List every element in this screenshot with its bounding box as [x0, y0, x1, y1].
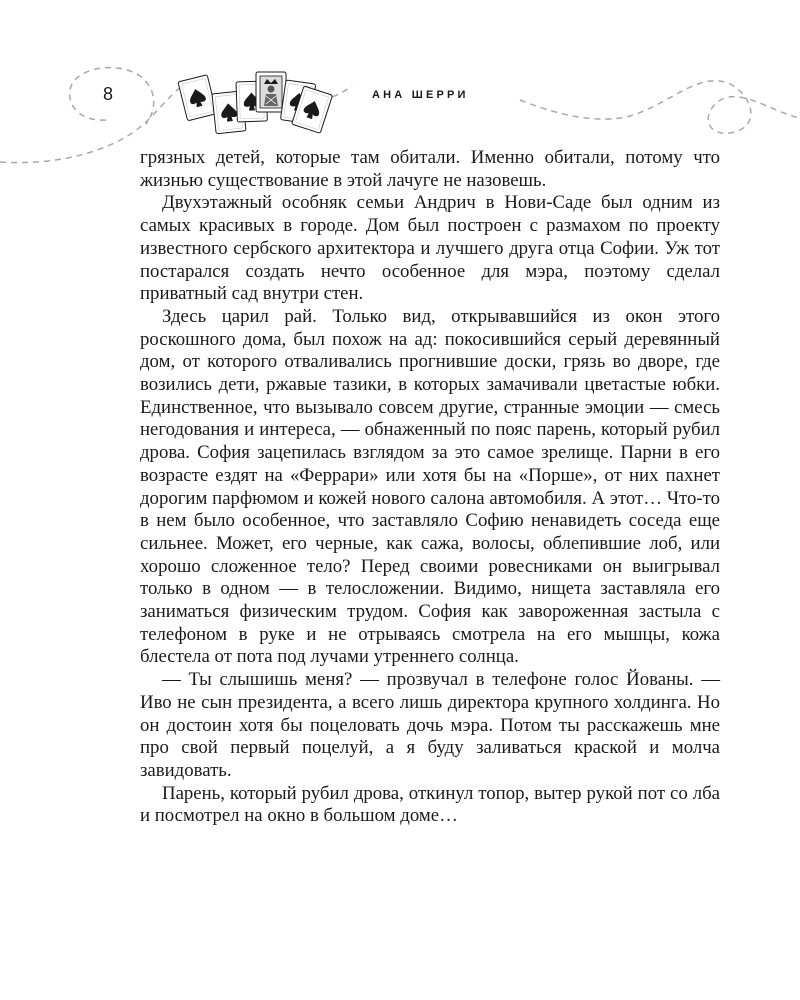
king-card-icon — [256, 72, 286, 112]
running-head-author: АНА ШЕРРИ — [372, 89, 469, 101]
playing-cards-decoration — [178, 72, 333, 134]
spade-card-icon — [178, 75, 217, 121]
paragraph: грязных детей, которые там обитали. Именно обитали, потому что жизнью существование в этой лачуге не назовешь. — [140, 147, 720, 191]
paragraph: — Ты слышишь меня? — прозвучал в телефоне голос Йованы. — Иво не сын президента, а всего лишь директора крупного холдинга. Но он достоин хотя бы поцеловать дочь мэра. Потом ты расскажешь мне про свой первый поцелуй, а я буду заливаться краской и молча завидовать. — [140, 669, 720, 781]
paragraph: Здесь царил рай. Только вид, открывавшийся из окон этого роскошного дома, был похож на ад: покосившийся серый деревянный дом, от которого отваливались прогнившие доски, грязь во дворе, где возились дети, ржавые тазики, в которых замачивали цветастые юбки. Единственное, что вызывало совсем другие, странные эмоции — смесь негодования и интереса, — обнаженный по пояс парень, который рубил дрова. София зацепилась взглядом за это самое зрелище. Парни в его возрасте ездят на «Феррари» или хотя бы на «Порше», от них пахнет дорогим парфюмом и кожей нового салона автомобиля. А этот… Что-то в нем было особенное, что заставляло Софию ненавидеть соседа еще сильнее. Может, его черные, как сажа, волосы, облепившие лоб, или хорошо сложенное тело? Перед своими ровесниками он выигрывал только в одном — в телосложении. Видимо, нищета заставляла его заниматься физическим трудом. София как завороженная застыла с телефоном в руке и не отрываясь смотрела на его мышцы, кожа блестела от пота под лучами утреннего солнца. — [140, 305, 720, 668]
body-text — [140, 147, 720, 828]
paragraph: Двухэтажный особняк семьи Андрич в Нови-Саде был одним из самых красивых в городе. Дом был построен с размахом по проекту известного сербского архитектора и лучшего друга отца Софии. Уж тот постарался создать нечто особенное для мэра, поэтому сделал приватный сад внутри стен. — [140, 192, 720, 305]
page-number: 8 — [102, 84, 113, 104]
paragraph: Парень, который рубил дрова, откинул топор, вытер рукой пот со лба и посмотрел на окно в большом доме… — [140, 782, 720, 827]
